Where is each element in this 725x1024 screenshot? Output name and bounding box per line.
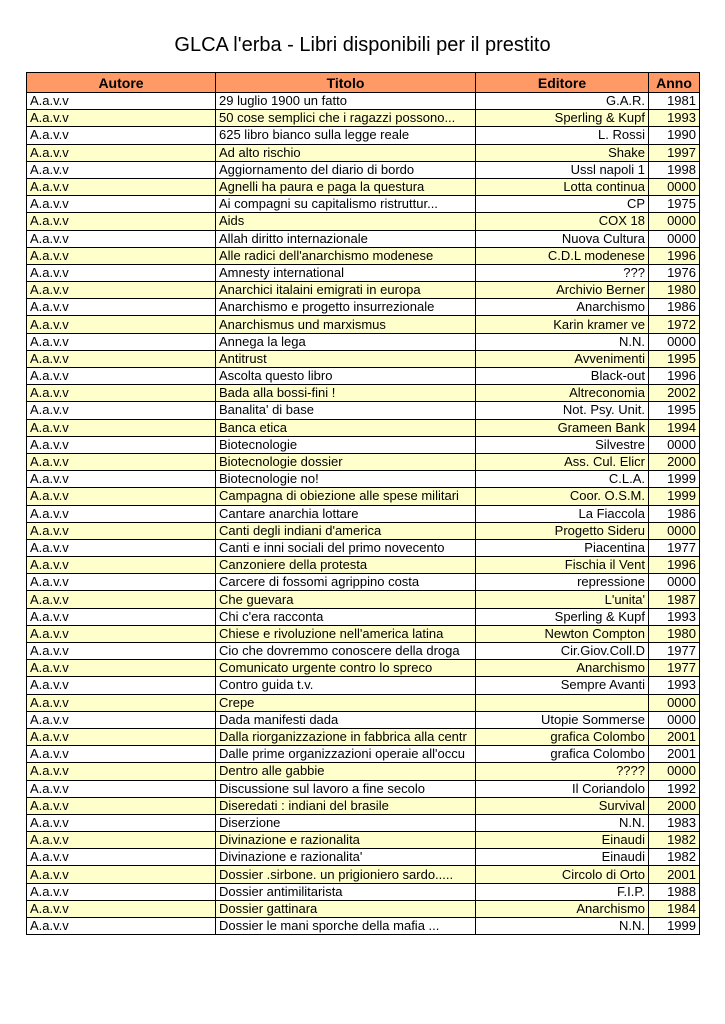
cell-titolo: Dossier gattinara [216,900,476,917]
cell-editore: Sperling & Kupf [476,608,649,625]
cell-editore: ??? [476,264,649,281]
cell-editore: Ussl napoli 1 [476,161,649,178]
cell-titolo: Bada alla bossi-fini ! [216,385,476,402]
cell-editore [476,694,649,711]
cell-titolo: Canti degli indiani d'america [216,522,476,539]
cell-titolo: Comunicato urgente contro lo spreco [216,660,476,677]
cell-autore: A.a.v.v [27,539,216,556]
cell-titolo: Che guevara [216,591,476,608]
cell-titolo: Divinazione e razionalita [216,832,476,849]
cell-autore: A.a.v.v [27,505,216,522]
cell-editore: Nuova Cultura [476,230,649,247]
cell-autore: A.a.v.v [27,677,216,694]
cell-titolo: Chiese e rivoluzione nell'america latina [216,625,476,642]
cell-titolo: Cantare anarchia lottare [216,505,476,522]
cell-editore: Cir.Giov.Coll.D [476,643,649,660]
cell-anno: 1999 [649,918,700,935]
cell-anno: 1995 [649,402,700,419]
table-row [27,677,700,694]
cell-titolo: Alle radici dell'anarchismo modenese [216,247,476,264]
cell-titolo: Banca etica [216,419,476,436]
cell-anno: 1996 [649,247,700,264]
cell-editore: Sperling & Kupf [476,110,649,127]
cell-editore: L'unita' [476,591,649,608]
cell-editore: C.L.A. [476,471,649,488]
table-row [27,711,700,728]
cell-anno: 1983 [649,814,700,831]
table-row [27,832,700,849]
cell-titolo: 29 luglio 1900 un fatto [216,93,476,110]
cell-titolo: Chi c'era racconta [216,608,476,625]
table-row [27,643,700,660]
cell-autore: A.a.v.v [27,161,216,178]
cell-anno: 1977 [649,539,700,556]
cell-editore: Altreconomia [476,385,649,402]
cell-anno: 0000 [649,333,700,350]
cell-editore: Einaudi [476,849,649,866]
cell-anno: 0000 [649,574,700,591]
cell-autore: A.a.v.v [27,110,216,127]
cell-titolo: Diserzione [216,814,476,831]
cell-autore: A.a.v.v [27,230,216,247]
table-row [27,350,700,367]
cell-anno: 1992 [649,780,700,797]
cell-anno: 1998 [649,161,700,178]
table-row [27,539,700,556]
table-row [27,110,700,127]
cell-autore: A.a.v.v [27,832,216,849]
cell-autore: A.a.v.v [27,333,216,350]
table-row [27,247,700,264]
cell-titolo: Banalita' di base [216,402,476,419]
cell-editore: Archivio Berner [476,282,649,299]
cell-titolo: Allah diritto internazionale [216,230,476,247]
cell-editore: Survival [476,797,649,814]
cell-editore: N.N. [476,333,649,350]
cell-anno: 1972 [649,316,700,333]
table-row [27,333,700,350]
cell-anno: 2001 [649,866,700,883]
cell-autore: A.a.v.v [27,660,216,677]
table-row [27,178,700,195]
cell-autore: A.a.v.v [27,643,216,660]
cell-titolo: Carcere di fossomi agrippino costa [216,574,476,591]
column-header-titolo: Titolo [216,73,476,93]
cell-editore: La Fiaccola [476,505,649,522]
table-row [27,282,700,299]
cell-autore: A.a.v.v [27,402,216,419]
table-row [27,264,700,281]
cell-autore: A.a.v.v [27,144,216,161]
column-header-autore: Autore [27,73,216,93]
cell-editore: grafica Colombo [476,728,649,745]
cell-titolo: Divinazione e razionalita' [216,849,476,866]
cell-editore: Anarchismo [476,900,649,917]
cell-autore: A.a.v.v [27,178,216,195]
table-row [27,161,700,178]
table-row [27,625,700,642]
cell-anno: 1999 [649,488,700,505]
cell-anno: 1996 [649,368,700,385]
table-row [27,230,700,247]
cell-titolo: Biotecnologie no! [216,471,476,488]
cell-anno: 2002 [649,385,700,402]
cell-autore: A.a.v.v [27,849,216,866]
cell-editore: Avvenimenti [476,350,649,367]
cell-anno: 1982 [649,832,700,849]
table-row [27,866,700,883]
table-row [27,918,700,935]
cell-autore: A.a.v.v [27,350,216,367]
cell-anno: 1986 [649,505,700,522]
cell-autore: A.a.v.v [27,900,216,917]
page-title: GLCA l'erba - Libri disponibili per il prestito [174,34,551,56]
cell-anno: 0000 [649,763,700,780]
table-row [27,93,700,110]
cell-titolo: Dossier .sirbone. un prigioniero sardo..... [216,866,476,883]
cell-autore: A.a.v.v [27,213,216,230]
table-row [27,368,700,385]
table-row [27,814,700,831]
cell-editore: Fischia il Vent [476,557,649,574]
table-row [27,746,700,763]
cell-titolo: Aids [216,213,476,230]
cell-anno: 0000 [649,230,700,247]
table-row [27,436,700,453]
cell-autore: A.a.v.v [27,385,216,402]
cell-anno: 1993 [649,110,700,127]
cell-autore: A.a.v.v [27,488,216,505]
cell-autore: A.a.v.v [27,866,216,883]
cell-editore: repressione [476,574,649,591]
table-row [27,574,700,591]
cell-autore: A.a.v.v [27,780,216,797]
cell-titolo: Biotecnologie [216,436,476,453]
table-row [27,780,700,797]
cell-editore: L. Rossi [476,127,649,144]
cell-anno: 1984 [649,900,700,917]
table-row [27,883,700,900]
table-row [27,385,700,402]
cell-autore: A.a.v.v [27,557,216,574]
table-row [27,505,700,522]
cell-titolo: Crepe [216,694,476,711]
cell-anno: 0000 [649,178,700,195]
cell-editore: Anarchismo [476,660,649,677]
cell-titolo: Ai compagni su capitalismo ristruttur... [216,196,476,213]
cell-autore: A.a.v.v [27,264,216,281]
cell-anno: 1976 [649,264,700,281]
cell-autore: A.a.v.v [27,419,216,436]
cell-autore: A.a.v.v [27,453,216,470]
cell-titolo: Contro guida t.v. [216,677,476,694]
cell-editore: Utopie Sommerse [476,711,649,728]
cell-editore: Circolo di Orto [476,866,649,883]
cell-editore: N.N. [476,918,649,935]
cell-autore: A.a.v.v [27,282,216,299]
cell-autore: A.a.v.v [27,608,216,625]
books-table [26,72,700,935]
cell-anno: 1986 [649,299,700,316]
cell-titolo: Ad alto rischio [216,144,476,161]
table-row [27,900,700,917]
cell-editore: Not. Psy. Unit. [476,402,649,419]
table-row [27,402,700,419]
table-row [27,694,700,711]
cell-titolo: Dalla riorganizzazione in fabbrica alla centr [216,728,476,745]
cell-titolo: 50 cose semplici che i ragazzi possono... [216,110,476,127]
table-row [27,608,700,625]
cell-titolo: Dentro alle gabbie [216,763,476,780]
cell-titolo: Campagna di obiezione alle spese militari [216,488,476,505]
cell-titolo: Cio che dovremmo conoscere della droga [216,643,476,660]
cell-titolo: Dalle prime organizzazioni operaie all'occu [216,746,476,763]
cell-anno: 1999 [649,471,700,488]
cell-editore: Karin kramer ve [476,316,649,333]
cell-anno: 1990 [649,127,700,144]
table-body [27,93,700,935]
cell-autore: A.a.v.v [27,127,216,144]
cell-anno: 1987 [649,591,700,608]
cell-titolo: Diseredati : indiani del brasile [216,797,476,814]
cell-autore: A.a.v.v [27,299,216,316]
cell-anno: 1977 [649,643,700,660]
cell-editore: COX 18 [476,213,649,230]
cell-autore: A.a.v.v [27,746,216,763]
cell-anno: 1981 [649,93,700,110]
column-header-editore: Editore [476,73,649,93]
cell-titolo: Aggiornamento del diario di bordo [216,161,476,178]
cell-autore: A.a.v.v [27,522,216,539]
table-row [27,591,700,608]
cell-anno: 1997 [649,144,700,161]
column-header-anno: Anno [649,73,700,93]
cell-anno: 1993 [649,677,700,694]
cell-anno: 1980 [649,282,700,299]
table-row [27,522,700,539]
cell-titolo: Anarchici italaini emigrati in europa [216,282,476,299]
cell-anno: 1995 [649,350,700,367]
cell-anno: 1982 [649,849,700,866]
cell-editore: Coor. O.S.M. [476,488,649,505]
cell-autore: A.a.v.v [27,247,216,264]
cell-titolo: Discussione sul lavoro a fine secolo [216,780,476,797]
table-row [27,797,700,814]
cell-titolo: Canti e inni sociali del primo novecento [216,539,476,556]
cell-anno: 2000 [649,453,700,470]
cell-anno: 1988 [649,883,700,900]
cell-titolo: Anarchismo e progetto insurrezionale [216,299,476,316]
cell-anno: 1996 [649,557,700,574]
cell-autore: A.a.v.v [27,694,216,711]
cell-titolo: Canzoniere della protesta [216,557,476,574]
cell-editore: Shake [476,144,649,161]
table-row [27,196,700,213]
cell-anno: 1994 [649,419,700,436]
table-row [27,299,700,316]
table-row [27,453,700,470]
cell-editore: Piacentina [476,539,649,556]
table-row [27,316,700,333]
cell-titolo: Dossier le mani sporche della mafia ... [216,918,476,935]
table-row [27,557,700,574]
cell-editore: Grameen Bank [476,419,649,436]
cell-autore: A.a.v.v [27,625,216,642]
cell-autore: A.a.v.v [27,763,216,780]
table-row [27,127,700,144]
cell-titolo: Dada manifesti dada [216,711,476,728]
cell-anno: 1993 [649,608,700,625]
cell-anno: 2001 [649,746,700,763]
cell-anno: 2001 [649,728,700,745]
cell-anno: 0000 [649,436,700,453]
cell-autore: A.a.v.v [27,814,216,831]
cell-anno: 0000 [649,213,700,230]
cell-autore: A.a.v.v [27,883,216,900]
cell-editore: Anarchismo [476,299,649,316]
cell-autore: A.a.v.v [27,93,216,110]
table-row [27,213,700,230]
cell-anno: 1980 [649,625,700,642]
cell-titolo: Biotecnologie dossier [216,453,476,470]
cell-editore: Silvestre [476,436,649,453]
table-row [27,144,700,161]
cell-titolo: Agnelli ha paura e paga la questura [216,178,476,195]
cell-titolo: Amnesty international [216,264,476,281]
cell-titolo: Anarchismus und marxismus [216,316,476,333]
cell-editore: Black-out [476,368,649,385]
cell-editore: Il Coriandolo [476,780,649,797]
cell-autore: A.a.v.v [27,728,216,745]
table-row [27,419,700,436]
cell-anno: 1975 [649,196,700,213]
table-header-row [27,73,700,93]
cell-editore: C.D.L modenese [476,247,649,264]
cell-editore: G.A.R. [476,93,649,110]
table-row [27,849,700,866]
cell-autore: A.a.v.v [27,436,216,453]
table-row [27,660,700,677]
cell-titolo: Dossier antimilitarista [216,883,476,900]
cell-autore: A.a.v.v [27,918,216,935]
cell-editore: N.N. [476,814,649,831]
cell-anno: 0000 [649,522,700,539]
cell-autore: A.a.v.v [27,196,216,213]
cell-editore: Einaudi [476,832,649,849]
cell-autore: A.a.v.v [27,574,216,591]
cell-editore: Sempre Avanti [476,677,649,694]
cell-editore: ???? [476,763,649,780]
cell-editore: CP [476,196,649,213]
table-row [27,728,700,745]
cell-editore: grafica Colombo [476,746,649,763]
cell-autore: A.a.v.v [27,591,216,608]
cell-anno: 1977 [649,660,700,677]
cell-autore: A.a.v.v [27,368,216,385]
cell-autore: A.a.v.v [27,711,216,728]
cell-autore: A.a.v.v [27,471,216,488]
table-row [27,488,700,505]
cell-editore: Ass. Cul. Elicr [476,453,649,470]
cell-titolo: Antitrust [216,350,476,367]
cell-titolo: Ascolta questo libro [216,368,476,385]
cell-anno: 0000 [649,711,700,728]
cell-editore: F.I.P. [476,883,649,900]
cell-autore: A.a.v.v [27,316,216,333]
table-row [27,763,700,780]
cell-titolo: Annega la lega [216,333,476,350]
cell-editore: Progetto Sideru [476,522,649,539]
cell-autore: A.a.v.v [27,797,216,814]
cell-anno: 0000 [649,694,700,711]
cell-editore: Lotta continua [476,178,649,195]
cell-titolo: 625 libro bianco sulla legge reale [216,127,476,144]
cell-anno: 2000 [649,797,700,814]
table-row [27,471,700,488]
cell-editore: Newton Compton [476,625,649,642]
